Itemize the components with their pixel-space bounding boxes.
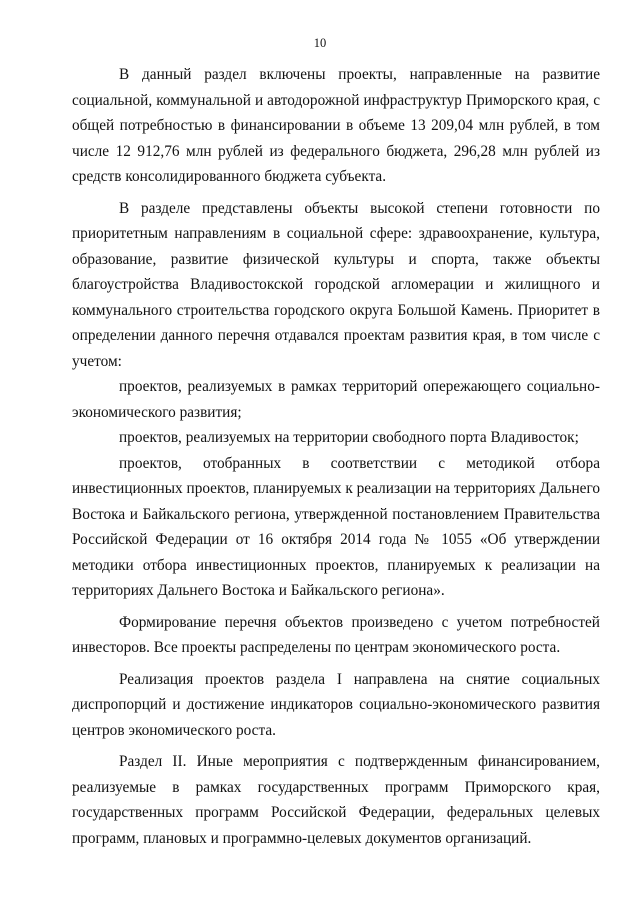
paragraph-list-item-free-port: проектов, реализуемых на территории свободного порта Владивосток; [119, 429, 579, 446]
paragraph-list-item-tor: проектов, реализуемых в рамках территорий опережающего социально-экономического развития; [72, 378, 600, 421]
page-number: 10 [313, 36, 327, 50]
paragraph-section-scope: В данный раздел включены проекты, направленные на развитие социальной, коммунальной и автодорожной инфраструктур Приморского края, с общей потребностью в финансировании в объеме 13 209,04 млн рублей, в том числе 12 912,76 млн рублей из федерального бюджета, 296,28 млн рублей из средств консолидированного бюджета субъекта. [72, 66, 600, 185]
paragraph-list-item-methodology: проектов, отобранных в соответствии с методикой отбора инвестиционных проектов, планируемых к реализации на территориях Дальнего Востока и Байкальского региона, утвержденной постановлением Правительства Российской Федерации от 16 октября 2014 года № 1055 «Об утверждении методики отбора инвестиционных проектов, планируемых к реализации на территориях Дальнего Востока и Байкальского региона». [72, 454, 600, 599]
paragraph-section-one-goals: Реализация проектов раздела I направлена на снятие социальных диспропорций и достижение индикаторов социально-экономического развития центров экономического роста. [72, 670, 600, 739]
paragraph-priority-objects: В разделе представлены объекты высокой степени готовности по приоритетным направлениям в социальной сфере: здравоохранение, культура, образование, развитие физической культуры и спорта, также объекты благоустройства Владивостокской городской агломерации и жилищного и коммунального строительства городского округа Большой Камень. Приоритет в определении данного перечня отдавался проектам развития края, в том числе с учетом: [72, 199, 600, 370]
document-body [72, 62, 600, 851]
paragraph-section-two: Раздел II. Иные мероприятия с подтвержденным финансированием, реализуемые в рамках государственных программ Приморского края, государственных программ Российской Федерации, федеральных целевых программ, плановых и программно-целевых документов организаций. [72, 753, 600, 847]
paragraph-investors: Формирование перечня объектов произведено с учетом потребностей инвесторов. Все проекты распределены по центрам экономического роста. [72, 613, 600, 656]
